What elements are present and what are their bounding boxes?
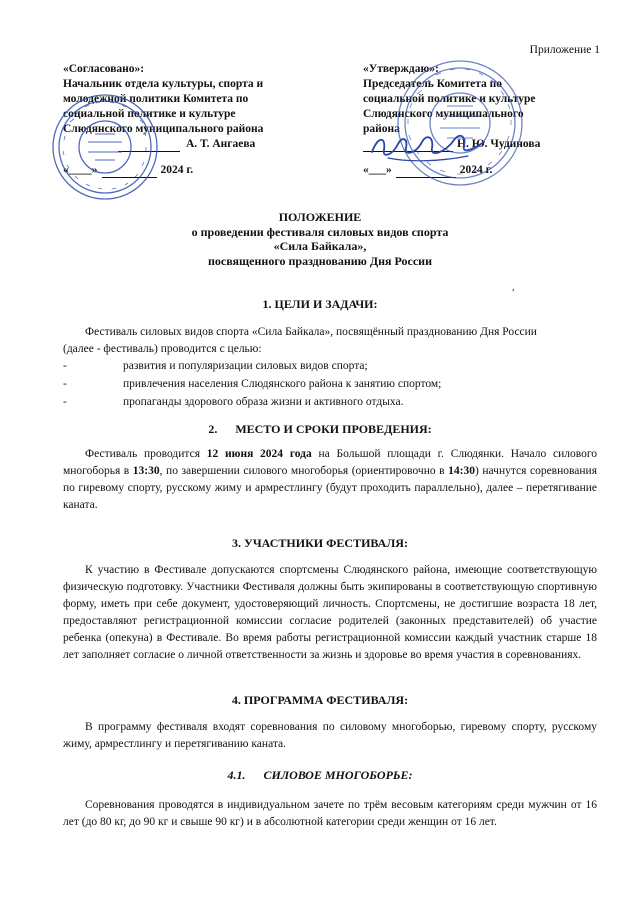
section-3-text: К участию в Фестивале допускаются спортсмены Слюдянского района, имеющие соответствующую физическую подготовку. Участники Фестиваля должны быть экипированы в соответствующую спортивную форму, иметь при себе документ, удостоверяющий личность. Спортсмены, не достигшие возраста 18 лет, предоставляют регистрационной комиссии согласие родителей (законных представителей) об участие ребенка (опекуна) в Фестивале. Во время работы регистрационной комиссии каждый участник старше 18 лет заполняет согласие о личной ответственности за жизнь и здоровье во время участия в соревнованиях.: [63, 564, 597, 661]
title-line-3: посвященного празднованию Дня России: [207, 253, 433, 268]
agreed-label: «Согласовано»:: [63, 63, 145, 75]
section-4-text: В программу фестиваля входят соревнования по силовому многоборью, гиревому спорту, русскому жиму, армрестлингу и перетягиванию каната.: [63, 721, 597, 750]
approved-date-open: «___»: [363, 164, 392, 176]
approved-label: «Утверждаю»:: [363, 63, 439, 75]
approved-line-4: района: [363, 123, 400, 135]
approved-line-3: Слюдянского муниципального: [363, 108, 524, 120]
agreed-line-1: Начальник отдела культуры, спорта и: [63, 78, 264, 90]
start-time: 13:30: [132, 465, 160, 477]
section-1-intro: [63, 324, 597, 358]
official-stamp-left: [50, 92, 160, 202]
event-date: 12 июня 2024 года: [206, 448, 312, 460]
approved-line-2: социальной политике и культуре: [363, 93, 536, 105]
annex-label: Приложение 1: [529, 44, 600, 56]
document-title: [0, 210, 640, 268]
section-3-heading: 3. УЧАСТНИКИ ФЕСТИВАЛЯ:: [232, 536, 408, 550]
section-4-heading: 4. ПРОГРАММА ФЕСТИВАЛЯ:: [231, 693, 409, 707]
section-2-text: Фестиваль проводится 12 июня 2024 года на Большой площади г. Слюдянки. Начало силового многоборья в 13:30, по завершении силового многоборья (ориентировочно в 14:30) начнутся соревнования по гиревому спорту, русскому жиму и армрестлингу (будут проходить параллельно), далее – перетягивание каната.: [63, 448, 598, 511]
agreed-date-open: «____»: [63, 164, 98, 176]
title-line-1: о проведении фестиваля силовых видов спорта: [191, 224, 449, 239]
handwritten-signature: [368, 128, 488, 164]
subsection-4-1-heading: 4.1. СИЛОВОЕ МНОГОБОРЬЕ:: [227, 768, 413, 782]
agreed-name: А. Т. Ангаева: [186, 138, 256, 150]
subsection-4-1-text: Соревнования проводятся в индивидуальном зачете по трём весовым категориям среди мужчин от 16 лет (до 80 кг, до 90 кг и свыше 90 кг) и в абсолютной категории среди женщин от 16 лет.: [63, 799, 597, 828]
stray-mark: ,: [512, 282, 515, 293]
official-stamp-right: [395, 58, 525, 188]
approved-name: Н. Ю. Чудинова: [457, 138, 541, 150]
agreed-date-year: 2024 г.: [160, 164, 194, 176]
second-start-time: 14:30: [448, 465, 475, 477]
title-word: ПОЛОЖЕНИЕ: [278, 210, 362, 224]
section-1-heading: 1. ЦЕЛИ И ЗАДАЧИ:: [262, 297, 378, 311]
section-2-heading: 2. МЕСТО И СРОКИ ПРОВЕДЕНИЯ:: [208, 422, 432, 436]
approved-line-1: Председатель Комитета по: [363, 78, 503, 90]
title-line-2: «Сила Байкала»,: [273, 239, 367, 253]
agreed-line-3: социальной политике и культуре: [63, 108, 236, 120]
section-1-intro-line-1: Фестиваль силовых видов спорта «Сила Байкала», посвящённый празднованию Дня России: [85, 326, 537, 338]
document-page: Приложение 1 «Согласовано»: Начальник отдела культуры, спорта и молодежной политики Комитета по социальной политике и культуре Слюдянского муниципального района А. Т. Ангаева «____» 2024 г. «Утверждаю»: Председатель Комитета по социальной политике и культуре Слюдянского муниципального района Н. Ю. Чудинова «___» 2024 г. ПОЛОЖЕНИЕ о проведении фестиваля силовых видов спорта «Сила Байкала», посвященного празднованию Дня России , 1. ЦЕЛИ И ЗАДАЧИ: Фестиваль силовых видов спорта «Сила Байкала», посвящённый празднованию Дня России (далее - фестиваль) проводится с целью: - развития и популяризации силовых видов спорта; - привлечения населения Слюдянского района к занятию спортом; - пропаганды здорового образа жизни и активного отдыха. 2. МЕСТО И СРОКИ ПРОВЕДЕНИЯ: Фестиваль проводится 12 июня 2024 года на Большой площади г. Слюдянки. Начало силового многоборья в 13:30, по завершении силового многоборья (ориентировочно в 14:30) начнутся соревнования по гиревому спорту, русскому жиму и армрестлингу (будут проходить параллельно), далее – перетягивание каната. 3. УЧАСТНИКИ ФЕСТИВАЛЯ: К участию в Фестивале допускаются спортсмены Слюдянского района, имеющие соответствующую физическую подготовку. Участники Фестиваля должны быть экипированы в соответствующую спортивную форму, иметь при себе документ, удостоверяющий личность. Спортсмены, не достигшие возраста 18 лет, предоставляют регистрационной комиссии согласие родителей (законных представителей) об участие ребенка (опекуна) в Фестивале. Во время работы регистрационной комиссии каждый участник старше 18 лет заполняет согласие о личной ответственности за жизнь и здоровье во время участия в соревнованиях. 4. ПРОГРАММА ФЕСТИВАЛЯ: В программу фестиваля входят соревнования по силовому многоборью, гиревому спорту, русскому жиму, армрестлингу и перетягиванию каната. 4.1. СИЛОВОЕ МНОГОБОРЬЕ: Соревнования проводятся в индивидуальном зачете по трём весовым категориям среди мужчин от 16 лет (до 80 кг, до 90 кг и свыше 90 кг) и в абсолютной категории среди женщин от 16 лет.: [0, 0, 640, 905]
agreed-line-2: молодежной политики Комитета по: [63, 93, 249, 105]
approved-date-year: 2024 г.: [459, 164, 493, 176]
agreed-line-4: Слюдянского муниципального района: [63, 123, 264, 135]
section-1-intro-line-2: (далее - фестиваль) проводится с целью:: [63, 343, 262, 355]
